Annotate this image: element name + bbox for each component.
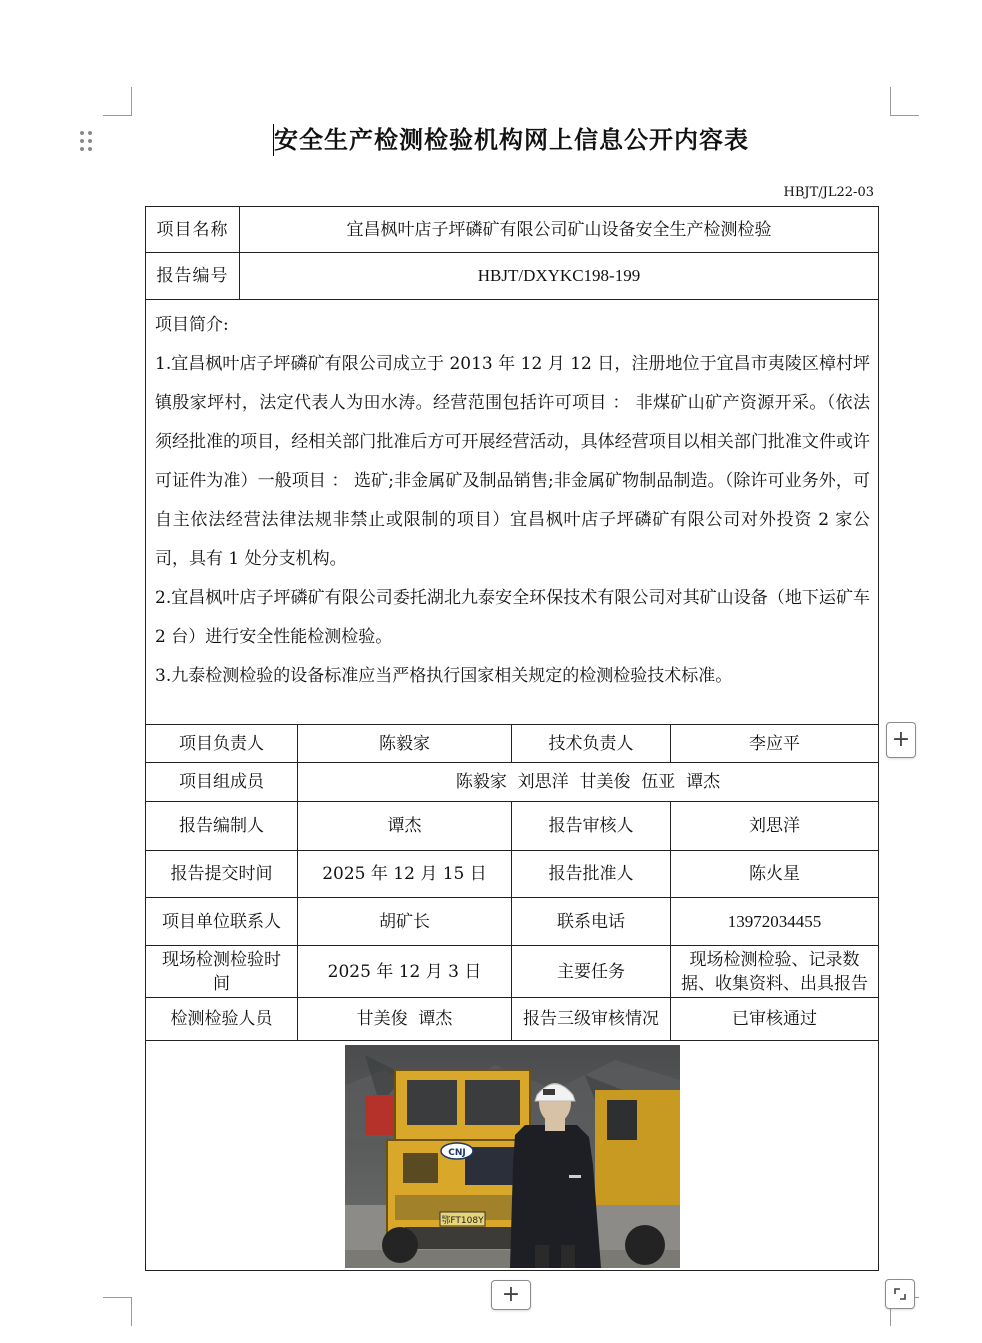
table-row xyxy=(146,763,879,802)
report-no-value[interactable]: HBJT/DXYKC198-199 xyxy=(240,253,879,300)
resize-icon[interactable] xyxy=(885,1279,915,1309)
document-title[interactable]: 安全生产检测检验机构网上信息公开内容表 xyxy=(274,125,749,154)
project-name-value[interactable]: 宜昌枫叶店子坪磷矿有限公司矿山设备安全生产检测检验 xyxy=(240,207,879,253)
inspectors-label: 检测检验人员 xyxy=(146,998,298,1041)
task-label: 主要任务 xyxy=(512,946,671,998)
contact-label: 项目单位联系人 xyxy=(146,898,298,946)
leader-label: 项目负责人 xyxy=(146,725,298,763)
project-name-label: 项目名称 xyxy=(146,207,240,253)
drag-handle-icon[interactable] xyxy=(78,130,94,152)
table-row xyxy=(146,1041,879,1271)
onsite-time-value[interactable]: 2025 年 12 月 3 日 xyxy=(298,946,512,998)
crop-mark-bottom-left xyxy=(103,1297,132,1326)
info-table xyxy=(145,206,879,1271)
members-value[interactable]: 陈毅家 刘思洋 甘美俊 伍亚 谭杰 xyxy=(298,763,879,802)
audit-label: 报告三级审核情况 xyxy=(512,998,671,1041)
approver-value[interactable]: 陈火星 xyxy=(671,851,879,898)
table-row xyxy=(146,998,879,1041)
intro-paragraph-1: 1.宜昌枫叶店子坪磷矿有限公司成立于 2013 年 12 月 12 日，注册地位于宜昌市夷陵区樟村坪镇殷家坪村，法定代表人为田水涛。经营范围包括许可项目 ： 非煤矿山矿产资源开采。（依法须经批准的项目，经相关部门批准后方可开展经营活动，具体经营项目以相关部门批准文件或许可证件为准）一般项目 ： 选矿;非金属矿及制品销售;非金属矿物制品制造。（除许可业务外，可自主依法经营法律法规非禁止或限制的项目）宜昌枫叶店子坪磷矿有限公司对外投资 2 家公司，具有 1 处分支机构。 xyxy=(155,354,870,569)
leader-value[interactable]: 陈毅家 xyxy=(298,725,512,763)
phone-value[interactable]: 13972034455 xyxy=(671,898,879,946)
table-row xyxy=(146,725,879,763)
table-row xyxy=(146,898,879,946)
author-label: 报告编制人 xyxy=(146,802,298,851)
contact-value[interactable]: 胡矿长 xyxy=(298,898,512,946)
crop-mark-top-right xyxy=(890,87,919,116)
tech-leader-value[interactable]: 李应平 xyxy=(671,725,879,763)
audit-value[interactable]: 已审核通过 xyxy=(671,998,879,1041)
inspectors-value[interactable]: 甘美俊 谭杰 xyxy=(298,998,512,1041)
reviewer-label: 报告审核人 xyxy=(512,802,671,851)
intro-paragraph-2: 2.宜昌枫叶店子坪磷矿有限公司委托湖北九泰安全环保技术有限公司对其矿山设备（地下运矿车 2 台）进行安全性能检测检验。 xyxy=(155,588,870,647)
onsite-time-label: 现场检测检验时间 xyxy=(146,946,298,998)
table-row xyxy=(146,946,879,998)
table-row xyxy=(146,851,879,898)
author-value[interactable]: 谭杰 xyxy=(298,802,512,851)
table-row xyxy=(146,802,879,851)
project-intro[interactable] xyxy=(146,300,879,725)
submit-time-value[interactable]: 2025 年 12 月 15 日 xyxy=(298,851,512,898)
site-photo[interactable] xyxy=(345,1045,680,1268)
add-column-icon[interactable]: + xyxy=(886,722,916,758)
members-label: 项目组成员 xyxy=(146,763,298,802)
table-row xyxy=(146,207,879,253)
table-row xyxy=(146,300,879,725)
task-value[interactable]: 现场检测检验、记录数据、收集资料、出具报告 xyxy=(671,946,879,998)
intro-paragraph-3: 3.九泰检测检验的设备标准应当严格执行国家相关规定的检测检验技术标准。 xyxy=(155,666,733,686)
photo-cell xyxy=(146,1041,879,1271)
license-plate: 鄂FT108Y xyxy=(440,1216,484,1226)
form-code: HBJT/JL22-03 xyxy=(783,185,874,200)
submit-time-label: 报告提交时间 xyxy=(146,851,298,898)
phone-label: 联系电话 xyxy=(512,898,671,946)
crop-mark-top-left xyxy=(103,87,132,116)
approver-label: 报告批准人 xyxy=(512,851,671,898)
intro-heading: 项目简介: xyxy=(155,315,229,335)
tech-leader-label: 技术负责人 xyxy=(512,725,671,763)
add-row-icon[interactable]: + xyxy=(491,1280,531,1310)
report-no-label: 报告编号 xyxy=(146,253,240,300)
truck-badge: CNJ xyxy=(447,1148,466,1158)
table-row xyxy=(146,253,879,300)
resize-glyph xyxy=(893,1287,907,1301)
reviewer-value[interactable]: 刘思洋 xyxy=(671,802,879,851)
